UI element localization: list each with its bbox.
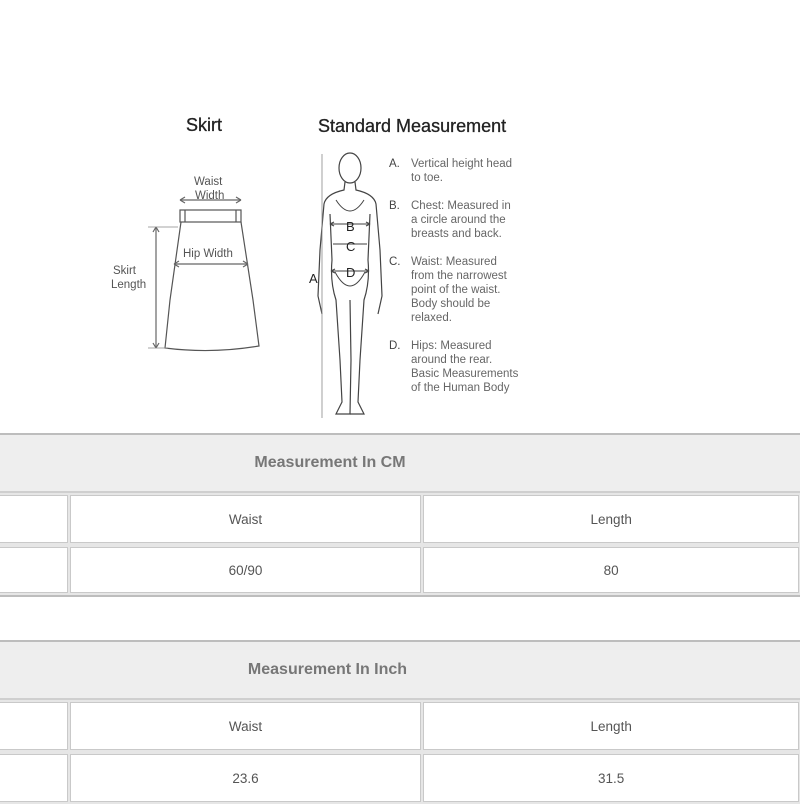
inch-measurement-table — [0, 640, 800, 804]
legend-a-line: to toe. — [411, 172, 443, 184]
cm-table-title: Measurement In CM — [0, 433, 800, 493]
cm-value-length: 80 — [423, 547, 799, 593]
legend-a-line: Vertical height head — [411, 158, 513, 170]
legend-b-line: breasts and back. — [411, 228, 502, 240]
cm-header-length: Length — [423, 495, 799, 543]
skirt-body — [165, 222, 259, 351]
legend-c-line: Body should be — [411, 298, 491, 310]
legend-c-key: C. — [389, 256, 401, 268]
legend-c-text — [411, 255, 536, 325]
body-label-a: A — [309, 271, 318, 286]
hip-width-label: Hip Width — [183, 248, 233, 260]
inch-value-row — [0, 752, 800, 804]
cm-header-row — [0, 493, 800, 545]
cm-header-blank — [0, 495, 68, 543]
legend-d-line: around the rear. — [411, 354, 493, 366]
legend-c-line: relaxed. — [411, 312, 452, 324]
standard-measurement-title: Standard Measurement — [318, 116, 507, 136]
legend-a-text — [411, 157, 536, 185]
inch-value-waist: 23.6 — [70, 754, 422, 802]
skirt-length-label-line1: Skirt — [113, 265, 136, 277]
body-label-b: B — [346, 219, 355, 234]
inch-header-blank — [0, 702, 68, 750]
cm-header-waist: Waist — [70, 495, 422, 543]
legend-b-line: Chest: Measured in — [411, 200, 511, 212]
inch-value-length: 31.5 — [423, 754, 799, 802]
skirt-illustration — [148, 197, 259, 351]
waist-width-label-line2: Width — [195, 190, 225, 202]
skirt-title: Skirt — [186, 115, 222, 135]
legend-d-key: D. — [389, 340, 401, 352]
legend-d-line: Hips: Measured — [411, 340, 492, 352]
legend-d-line: Basic Measurements — [411, 368, 519, 380]
legend-c-line: point of the waist. — [411, 284, 501, 296]
cm-measurement-table — [0, 433, 800, 597]
cm-value-waist: 60/90 — [70, 547, 422, 593]
legend-a-key: A. — [389, 158, 400, 170]
legend-c-line: Waist: Measured — [411, 256, 497, 268]
legend-d-text — [411, 339, 536, 395]
legend-b-key: B. — [389, 200, 400, 212]
legend-c-line: from the narrowest — [411, 270, 507, 282]
legend-d-line: of the Human Body — [411, 382, 510, 394]
cm-value-row — [0, 545, 800, 597]
body-label-c: C — [346, 239, 356, 254]
body-illustration — [318, 153, 382, 418]
waist-width-label-line1: Waist — [194, 176, 223, 188]
inch-header-row — [0, 700, 800, 752]
skirt-waistband — [180, 210, 241, 222]
inch-value-blank — [0, 754, 68, 802]
inch-header-length: Length — [423, 702, 799, 750]
cm-value-blank — [0, 547, 68, 593]
inch-table-title: Measurement In Inch — [0, 640, 800, 700]
inch-header-waist: Waist — [70, 702, 422, 750]
body-label-d: D — [346, 265, 356, 280]
skirt-length-label-line2: Length — [111, 279, 147, 291]
legend-b-text — [411, 199, 536, 241]
legend-b-line: a circle around the — [411, 214, 506, 226]
